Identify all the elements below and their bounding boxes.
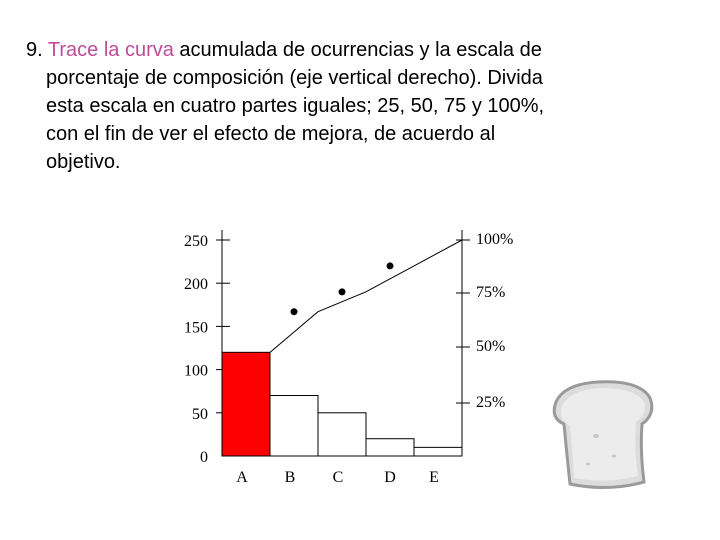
cumulative-point <box>291 308 298 315</box>
question-number: 9. <box>26 39 43 61</box>
bar-a <box>222 352 270 456</box>
bar-d <box>366 439 414 456</box>
right-axis-tick-label: 100% <box>476 231 514 248</box>
instruction-line-3: esta escala en cuatro partes iguales; 25, 50, 75 y 100%, <box>46 95 545 117</box>
left-axis-tick-label: 250 <box>184 233 208 250</box>
left-axis-tick-label: 200 <box>184 276 208 294</box>
bar-c <box>318 413 366 456</box>
right-axis-tick-label: 25% <box>476 394 506 411</box>
bar-e <box>414 447 462 456</box>
category-label-d: D <box>384 469 396 486</box>
right-axis-tick-label: 50% <box>476 338 506 355</box>
left-axis-tick-label: 150 <box>184 319 208 337</box>
instruction-line-2: porcentaje de composición (eje vertical derecho). Divida <box>46 67 543 89</box>
cumulative-point <box>387 262 394 269</box>
highlight-phrase: Trace la curva <box>47 39 174 61</box>
left-axis-tick-label: 100 <box>184 362 208 380</box>
instruction-line-4: con el fin de ver el efecto de mejora, de acuerdo al <box>46 123 496 145</box>
bar-b <box>270 396 318 456</box>
left-axis-tick-label: 50 <box>192 405 208 423</box>
category-label-e: E <box>429 469 439 486</box>
category-label-b: B <box>284 469 296 486</box>
instruction-line-1-rest: acumulada de ocurrencias y la escala de <box>173 39 542 61</box>
category-label-c: C <box>332 469 344 486</box>
instruction-line-5: objetivo. <box>46 151 121 173</box>
left-axis-tick-label: 0 <box>200 449 208 466</box>
bread-slice-icon <box>548 376 658 494</box>
cumulative-line <box>270 240 462 352</box>
right-axis-tick-label: 75% <box>476 284 506 301</box>
cumulative-point <box>339 288 346 295</box>
category-label-a: A <box>236 469 248 486</box>
